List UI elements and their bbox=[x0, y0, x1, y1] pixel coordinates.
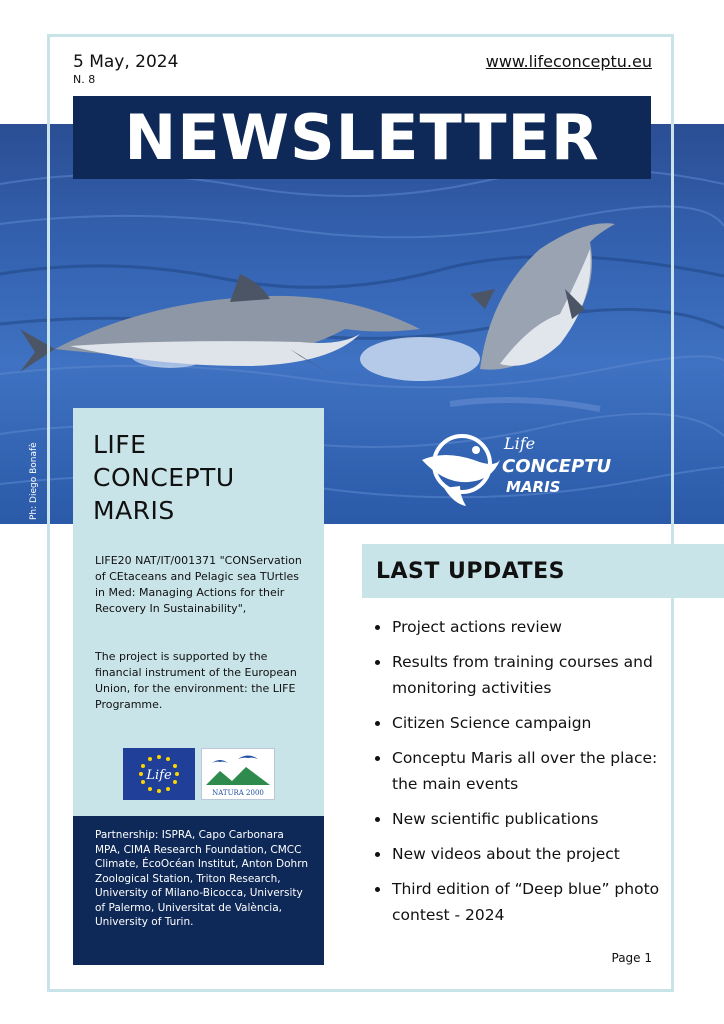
turtle-whale-logo-icon bbox=[414, 430, 504, 510]
issue-number: N. 8 bbox=[73, 73, 96, 86]
natura-logo-text: NATURA 2000 bbox=[212, 789, 264, 797]
natura-birds-icon bbox=[202, 749, 274, 799]
photo-credit: Ph: Diego Bonafè bbox=[29, 442, 39, 520]
update-item: Results from training courses and monitoring activities bbox=[372, 649, 662, 701]
project-title-line: MARIS bbox=[93, 496, 175, 525]
update-item: New scientific publications bbox=[372, 806, 662, 832]
life-conceptu-maris-logo bbox=[414, 430, 614, 510]
project-title-line: CONCEPTU bbox=[93, 463, 235, 492]
logo-word-maris: MARIS bbox=[506, 478, 561, 496]
newsletter-title: NEWSLETTER bbox=[124, 101, 600, 174]
update-item: New videos about the project bbox=[372, 841, 662, 867]
project-info-panel bbox=[73, 408, 324, 816]
page-number: Page 1 bbox=[611, 951, 652, 965]
update-item: Third edition of “Deep blue” photo contest - 2024 bbox=[372, 876, 662, 928]
eu-life-logo bbox=[123, 748, 195, 800]
updates-list bbox=[372, 614, 662, 937]
last-updates-heading: LAST UPDATES bbox=[376, 558, 566, 584]
logo-word-conceptu: CONCEPTU bbox=[502, 456, 612, 477]
partnership-box bbox=[73, 816, 324, 965]
newsletter-title-banner bbox=[73, 96, 651, 179]
project-title bbox=[93, 428, 235, 527]
project-code-description: LIFE20 NAT/IT/001371 "CONServation of CEtaceans and Pelagic sea TUrtles in Med: Managing Actions for their Recovery In Sustainability", bbox=[95, 554, 302, 615]
partnership-text: Partnership: ISPRA, Capo Carbonara MPA, CIMA Research Foundation, CMCC Climate, ÉcoOcéan Institut, Anton Dohrn Zoological Station, Triton Research, University of Milano-Bicocca, University of Palermo, Universitat de València, University of Turin. bbox=[95, 829, 308, 928]
website-link[interactable]: www.lifeconceptu.eu bbox=[485, 52, 652, 71]
eu-life-logo-text: Life bbox=[146, 768, 172, 783]
eu-stars-icon bbox=[123, 748, 195, 800]
project-support-text: The project is supported by the financial instrument of the European Union, for the environment: the LIFE Programme. bbox=[95, 650, 297, 711]
update-item: Conceptu Maris all over the place: the main events bbox=[372, 745, 662, 797]
issue-date: 5 May, 2024 bbox=[73, 52, 179, 72]
natura-2000-logo bbox=[201, 748, 275, 800]
last-updates-header bbox=[362, 544, 724, 598]
logo-word-life: Life bbox=[504, 434, 536, 453]
update-item: Project actions review bbox=[372, 614, 662, 640]
project-title-line: LIFE bbox=[93, 430, 147, 459]
update-item: Citizen Science campaign bbox=[372, 710, 662, 736]
